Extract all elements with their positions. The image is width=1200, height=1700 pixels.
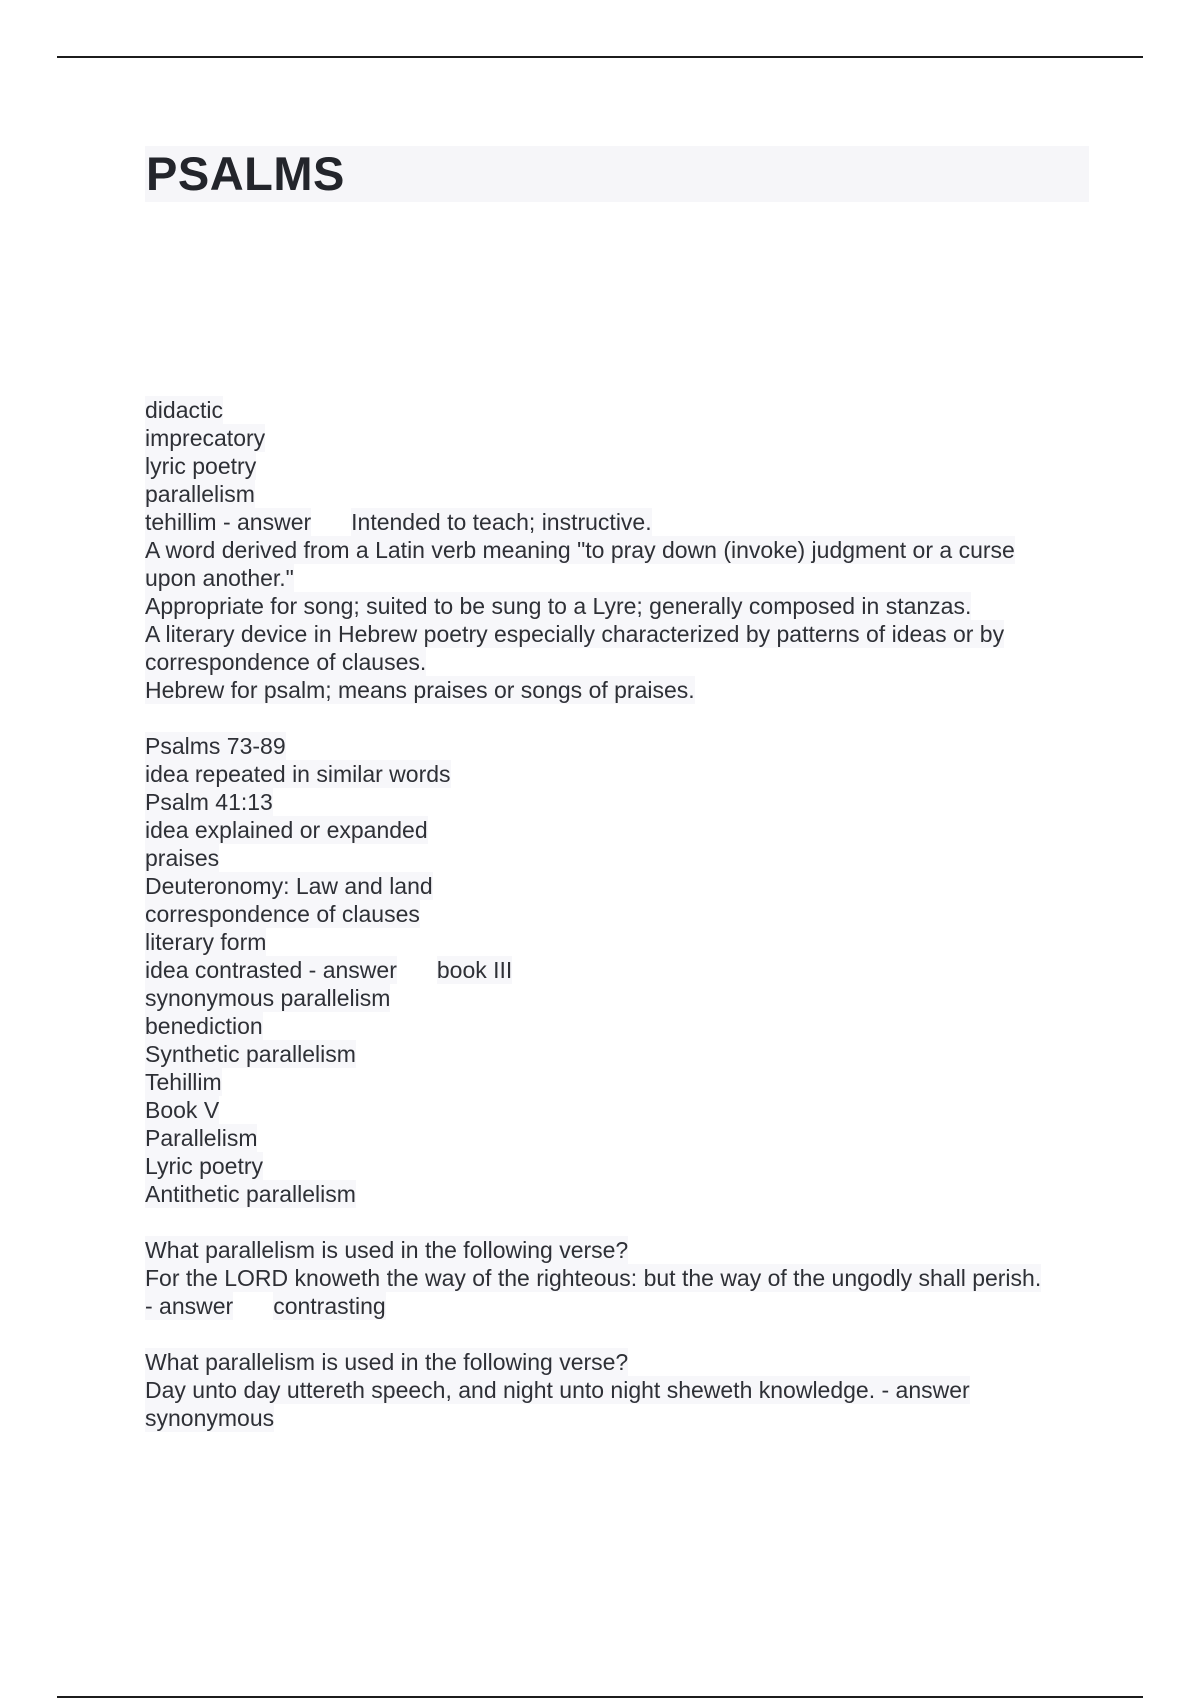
question-block <box>145 1348 1105 1432</box>
answer-item: Lyric poetry <box>145 1153 264 1179</box>
question-block <box>145 1236 1105 1320</box>
bottom-rule <box>57 1696 1143 1698</box>
definition-item: A word derived from a Latin verb meaning "to pray down (invoke) judgment or a curse <box>145 537 1015 563</box>
term-item: lyric poetry <box>145 453 257 479</box>
page-title: PSALMS <box>146 147 345 200</box>
answer-item: Tehillim <box>145 1069 222 1095</box>
spacer <box>145 704 1105 732</box>
definition-item: correspondence of clauses. <box>145 649 427 675</box>
list-item: Psalm 41:13 <box>145 789 273 815</box>
answer-item: Antithetic parallelism <box>145 1181 356 1207</box>
term-answer-label: tehillim - answer <box>145 509 312 535</box>
list-item: Psalms 73-89 <box>145 733 286 759</box>
answer-item: benediction <box>145 1013 263 1039</box>
spacer <box>145 1320 1105 1348</box>
answer-item: Book V <box>145 1097 220 1123</box>
question-answer: synonymous <box>145 1405 275 1431</box>
question-answer: contrasting <box>273 1293 386 1319</box>
question-verse: Day unto day uttereth speech, and night unto night sheweth knowledge. - answer <box>145 1377 970 1403</box>
definition-item: Appropriate for song; suited to be sung to a Lyre; generally composed in stanzas. <box>145 593 972 619</box>
answer-item: synonymous parallelism <box>145 985 391 1011</box>
definition-item: Hebrew for psalm; means praises or songs of praises. <box>145 677 695 703</box>
definition-item: upon another." <box>145 565 294 591</box>
term-item: didactic <box>145 397 223 423</box>
list-item: praises <box>145 845 220 871</box>
term-item: parallelism <box>145 481 255 507</box>
question-prompt: What parallelism is used in the following verse? <box>145 1237 629 1263</box>
answer-item: book III <box>436 957 513 983</box>
list-item: literary form <box>145 929 267 955</box>
section-matching <box>145 732 1105 1208</box>
list-item: idea repeated in similar words <box>145 761 451 787</box>
document-body <box>145 396 1105 1432</box>
spacer <box>145 1208 1105 1236</box>
list-item: idea explained or expanded <box>145 817 428 843</box>
answer-label: - answer <box>145 1293 234 1319</box>
definition-item: Intended to teach; instructive. <box>351 509 652 535</box>
list-item: correspondence of clauses <box>145 901 420 927</box>
section-definitions <box>145 396 1105 704</box>
answer-item: Parallelism <box>145 1125 258 1151</box>
answer-item: Synthetic parallelism <box>145 1041 356 1067</box>
term-answer-label: idea contrasted - answer <box>145 957 397 983</box>
question-prompt: What parallelism is used in the following verse? <box>145 1349 629 1375</box>
question-verse: For the LORD knoweth the way of the righteous: but the way of the ungodly shall perish. <box>145 1265 1042 1291</box>
definition-item: A literary device in Hebrew poetry especially characterized by patterns of ideas or by <box>145 621 1005 647</box>
top-rule <box>57 56 1143 58</box>
term-item: imprecatory <box>145 425 266 451</box>
list-item: Deuteronomy: Law and land <box>145 873 433 899</box>
